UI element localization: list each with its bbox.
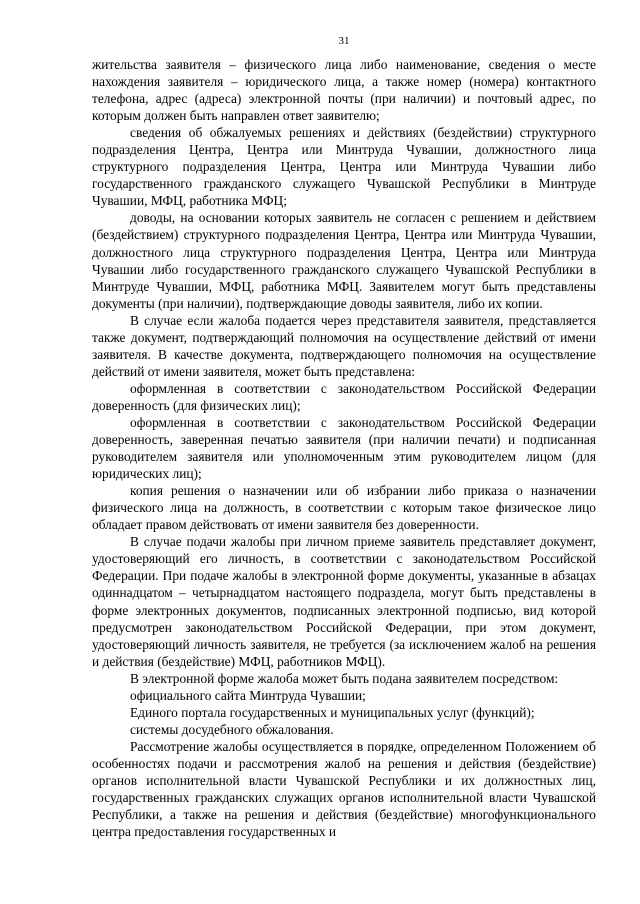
paragraph: копия решения о назначении или об избрании либо приказа о назначении физического лица на должность, в соответствии с которым такое физическое лицо обладает правом действовать от имени заявителя без доверенности. <box>92 483 596 533</box>
paragraph: сведения об обжалуемых решениях и действиях (бездействии) структурного подразделения Центра, Центра или Минтруда Чувашии, должностного лица структурного подразделения Центра, Центра или Минтруда Чувашии либо государственного гражданского служащего Чувашской Республики в Минтруде Чувашии, МФЦ, работника МФЦ; <box>92 125 596 209</box>
paragraph: оформленная в соответствии с законодательством Российской Федерации доверенность, заверенная печатью заявителя (при наличии печати) и подписанная руководителем заявителя или уполномоченным этим руководителем лицом (для юридических лиц); <box>92 414 596 482</box>
paragraph: доводы, на основании которых заявитель не согласен с решением и действием (бездействием) структурного подразделения Центра, Центра или Минтруда Чувашии, должностного лица структурного подразделения Центра, Центра или Минтруда Чувашии либо государственного гражданского служащего Чувашской Республики в Минтруде Чувашии, МФЦ, работника МФЦ. Заявителем могут быть представлены документы (при наличии), подтверждающие доводы заявителя, либо их копии. <box>92 210 596 311</box>
page-number: 31 <box>338 35 350 47</box>
paragraph: Единого портала государственных и муниципальных услуг (функций); <box>130 704 535 720</box>
paragraph: В электронной форме жалоба может быть подана заявителем посредством: <box>130 670 559 686</box>
paragraph: В случае подачи жалобы при личном приеме заявитель представляет документ, удостоверяющий его личность, в соответствии с законодательством Российской Федерации. При подаче жалобы в электронной форме документы, указанные в абзацах одиннадцатом – четырнадцатом настоящего подраздела, могут быть представлены в форме электронных документов, подписанных электронной подписью, вид которой предусмотрен законодательством Российской Федерации, при этом документ, удостоверяющий личность заявителя, не требуется (за исключением жалоб на решения и действия (бездействие) МФЦ, работников МФЦ). <box>92 534 596 669</box>
paragraph: официального сайта Минтруда Чувашии; <box>130 687 366 703</box>
paragraph: оформленная в соответствии с законодательством Российской Федерации доверенность (для физических лиц); <box>92 380 596 413</box>
document-page <box>92 34 596 840</box>
paragraph: системы досудебного обжалования. <box>130 721 334 737</box>
paragraph: жительства заявителя – физического лица либо наименование, сведения о месте нахождения заявителя – юридического лица, а также номер (номера) контактного телефона, адрес (адреса) электронной почты (при наличии) и почтовый адрес, по которым должен быть направлен ответ заявителю; <box>92 57 596 124</box>
paragraph: Рассмотрение жалобы осуществляется в порядке, определенном Положением об особенностях подачи и рассмотрения жалоб на решения и действия (бездействие) органов исполнительной власти Чувашской Республики и их должностных лиц, государственных гражданских служащих органов исполнительной власти Чувашской Республики, а также на решения и действия (бездействие) многофункционального центра предоставления государственных и <box>92 738 596 840</box>
paragraph: В случае если жалоба подается через представителя заявителя, представляется также документ, подтверждающий полномочия на осуществление действий от имени заявителя. В качестве документа, подтверждающего полномочия на осуществление действий от имени заявителя, может быть представлена: <box>92 312 596 379</box>
document-body <box>92 56 596 840</box>
